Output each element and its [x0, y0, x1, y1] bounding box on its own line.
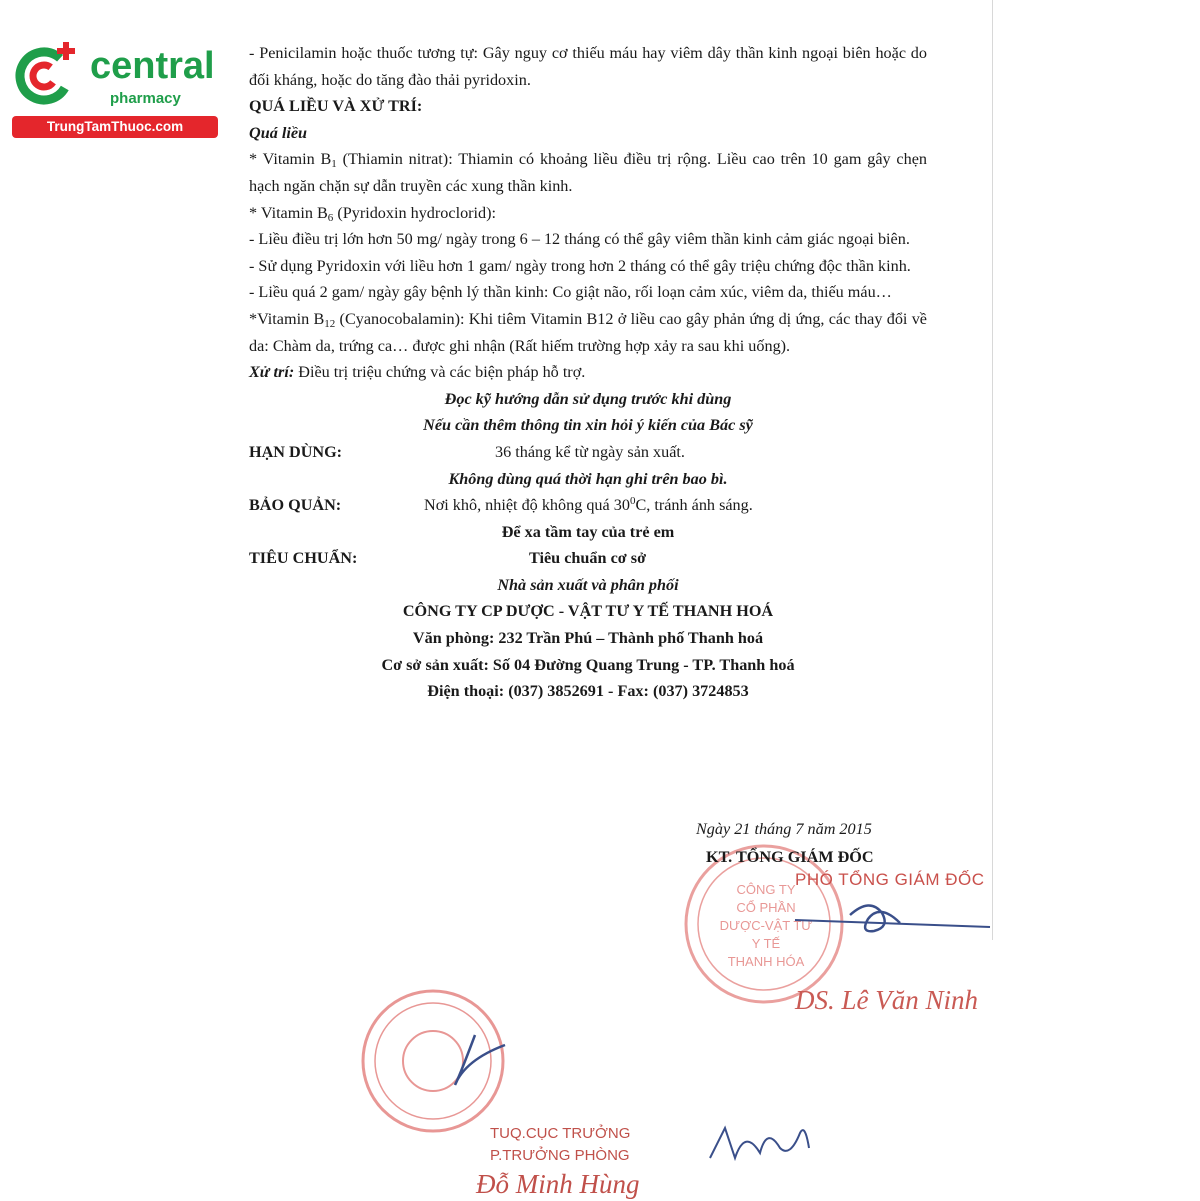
svg-text:Y TẾ: Y TẾ — [751, 936, 781, 951]
signature-date: Ngày 21 tháng 7 năm 2015 — [696, 820, 872, 838]
vitamin-b6-item: - Liều điều trị lớn hơn 50 mg/ ngày trong 6 – 12 tháng có thể gây viêm thần kinh cảm giác ngoại biên. — [249, 230, 910, 249]
vitamin-b6-item: - Sử dụng Pyridoxin với liều hơn 1 gam/ ngày trong hơn 2 tháng có thể gây triệu chứng độc thần kinh. — [249, 256, 911, 275]
vitamin-b6-item: - Liều quá 2 gam/ ngày gây bệnh lý thần kinh: Co giật não, rối loạn cảm xúc, viêm da, thiếu máu… — [249, 283, 892, 302]
maker-label: Nhà sản xuất và phân phối — [497, 575, 679, 594]
read-guide-note: Đọc kỹ hướng dẫn sử dụng trước khi dùng — [444, 389, 732, 408]
ministry-stamp — [355, 985, 515, 1135]
director-title: KT. TỔNG GIÁM ĐỐC — [706, 848, 874, 866]
expiry-value: 36 tháng kể từ ngày sản xuất. — [495, 442, 685, 461]
vitamin-b6-heading: * Vitamin $B_6$ (Pyridoxin hydroclorid): — [249, 203, 497, 224]
interaction-paragraph: - Penicilamin hoặc thuốc tương tự: Gây nguy cơ thiếu máu hay viêm dây thần kinh ngoại biên hoặc do đối kháng, hoặc do tăng đào thải pyridoxin. — [249, 44, 927, 89]
storage-label: BẢO QUẢN: — [249, 496, 342, 515]
expiry-label: HẠN DÙNG: — [249, 442, 343, 461]
logo-sub-text: pharmacy — [110, 90, 181, 107]
storage-value: Nơi khô, nhiệt độ không quá $30^0C$, tránh ánh sáng. — [424, 495, 753, 515]
signer-ministry-name: Đỗ Minh Hùng — [476, 1169, 640, 1199]
ministry-signature-block — [476, 1123, 640, 1201]
company-phone: Điện thoại: (037) 3852691 - Fax: (037) 3724853 — [427, 682, 749, 701]
svg-text:THANH HÓA: THANH HÓA — [727, 954, 805, 969]
pharmacy-c-cross-icon — [10, 38, 82, 110]
director-signature-mark — [790, 895, 1000, 945]
vitamin-b12-paragraph: *Vitamin $B_{12}$ (Cyanocobalamin): Khi tiêm Vitamin B12 ở liều cao gây phản ứng dị ứng, các thay đổi về da: Chàm da, trứng ca… được ghi nhận (Rất hiếm trường hợp xảy ra sau khi uống). — [249, 309, 927, 355]
standard-label: TIÊU CHUẨN: — [249, 549, 358, 568]
deputy-director-title: PHÓ TỔNG GIÁM ĐỐC — [795, 870, 985, 889]
svg-text:DƯỢC-VẬT TƯ: DƯỢC-VẬT TƯ — [719, 918, 813, 933]
standard-row — [249, 545, 927, 572]
svg-text:CÔNG TY: CÔNG TY — [736, 882, 796, 897]
company-office: Văn phòng: 232 Trần Phú – Thành phố Thanh hoá — [412, 629, 764, 648]
overdose-subheading: Quá liều — [249, 123, 308, 142]
company-factory: Cơ sở sản xuất: Số 04 Đường Quang Trung - TP. Thanh hoá — [381, 655, 795, 674]
central-pharmacy-logo[interactable] — [10, 38, 215, 138]
overdose-heading: QUÁ LIỀU VÀ XỬ TRÍ: — [249, 97, 423, 116]
expiry-note: Không dùng quá thời hạn ghi trên bao bì. — [448, 469, 728, 488]
svg-text:CỔ PHẦN: CỔ PHẦN — [736, 900, 796, 915]
logo-brand-text: central — [90, 45, 215, 87]
storage-row — [249, 492, 927, 519]
expiry-row — [249, 439, 927, 466]
document-body — [249, 40, 927, 705]
ministry-line-1: TUQ.CỤC TRƯỞNG — [490, 1125, 631, 1142]
standard-value: Tiêu chuẩn cơ sở — [529, 549, 647, 568]
ask-doctor-note: Nếu cần thêm thông tin xin hỏi ý kiến của Bác sỹ — [423, 416, 753, 435]
company-name: CÔNG TY CP DƯỢC - VẬT TƯ Y TẾ THANH HOÁ — [402, 602, 774, 621]
vitamin-b1-paragraph: * Vitamin $B_1$ (Thiamin nitrat): Thiamin có khoảng liều điều trị rộng. Liều cao trên 10 gam gây chẹn hạch ngăn chặn sự dẫn truyền các xung thần kinh. — [249, 150, 927, 195]
logo-url-badge[interactable]: TrungTamThuoc.com — [12, 116, 218, 138]
ministry-signature-mark — [705, 1118, 815, 1168]
ministry-line-2: P.TRƯỞNG PHÒNG — [490, 1147, 630, 1164]
page-edge-line — [992, 0, 993, 940]
signer-company-name: DS. Lê Văn Ninh — [795, 985, 979, 1015]
children-note: Để xa tầm tay của trẻ em — [501, 522, 675, 541]
treatment-paragraph: Xử trí: Điều trị triệu chứng và các biện pháp hỗ trợ. — [249, 363, 586, 382]
